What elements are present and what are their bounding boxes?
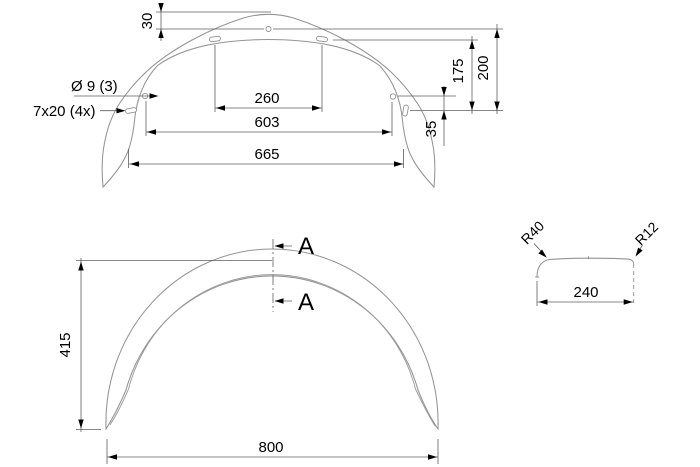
section-left-radius	[537, 260, 549, 277]
dimension-240	[537, 281, 634, 306]
slot-size-label: 7x20 (4x)	[33, 103, 96, 120]
dim-603-label: 603	[254, 114, 280, 131]
dimension-35	[398, 86, 456, 146]
mounting-slot-top-left	[209, 36, 221, 42]
dimension-800	[107, 439, 438, 464]
dim-800-label: 800	[258, 439, 284, 456]
dimension-415	[57, 258, 272, 432]
radius-r40-label: R40	[517, 217, 548, 248]
dim-240-label: 240	[573, 284, 599, 301]
mounting-slot-top-right	[316, 36, 328, 42]
dim-415-label: 415	[57, 332, 74, 358]
section-right-radius	[629, 259, 634, 264]
dim-200-label: 200	[475, 55, 492, 81]
dim-665-label: 665	[254, 146, 280, 163]
section-label-top: A	[298, 233, 315, 260]
dim-35-label: 35	[423, 120, 440, 138]
fender-front-outer-contour	[106, 249, 438, 429]
mounting-hole-right	[390, 94, 395, 99]
hole-diameter-label: Ø 9 (3)	[71, 78, 118, 95]
dim-175-label: 175	[450, 58, 467, 84]
dimension-30	[139, 3, 503, 41]
dimension-175	[333, 36, 478, 114]
dimension-260	[215, 45, 322, 112]
cross-section-view	[518, 218, 662, 306]
dimension-665	[129, 146, 405, 168]
radius-r40-callout	[518, 218, 549, 260]
radius-r12-callout	[632, 219, 662, 258]
fender-front-view	[57, 233, 438, 464]
radius-r12-label: R12	[631, 218, 662, 249]
section-label-bottom: A	[298, 289, 315, 316]
fender-side-view	[33, 3, 503, 187]
dim-260-label: 260	[254, 90, 280, 107]
mounting-slot-right	[402, 105, 408, 117]
dim-30-label: 30	[139, 12, 156, 30]
mounting-hole-top-center	[266, 27, 271, 32]
